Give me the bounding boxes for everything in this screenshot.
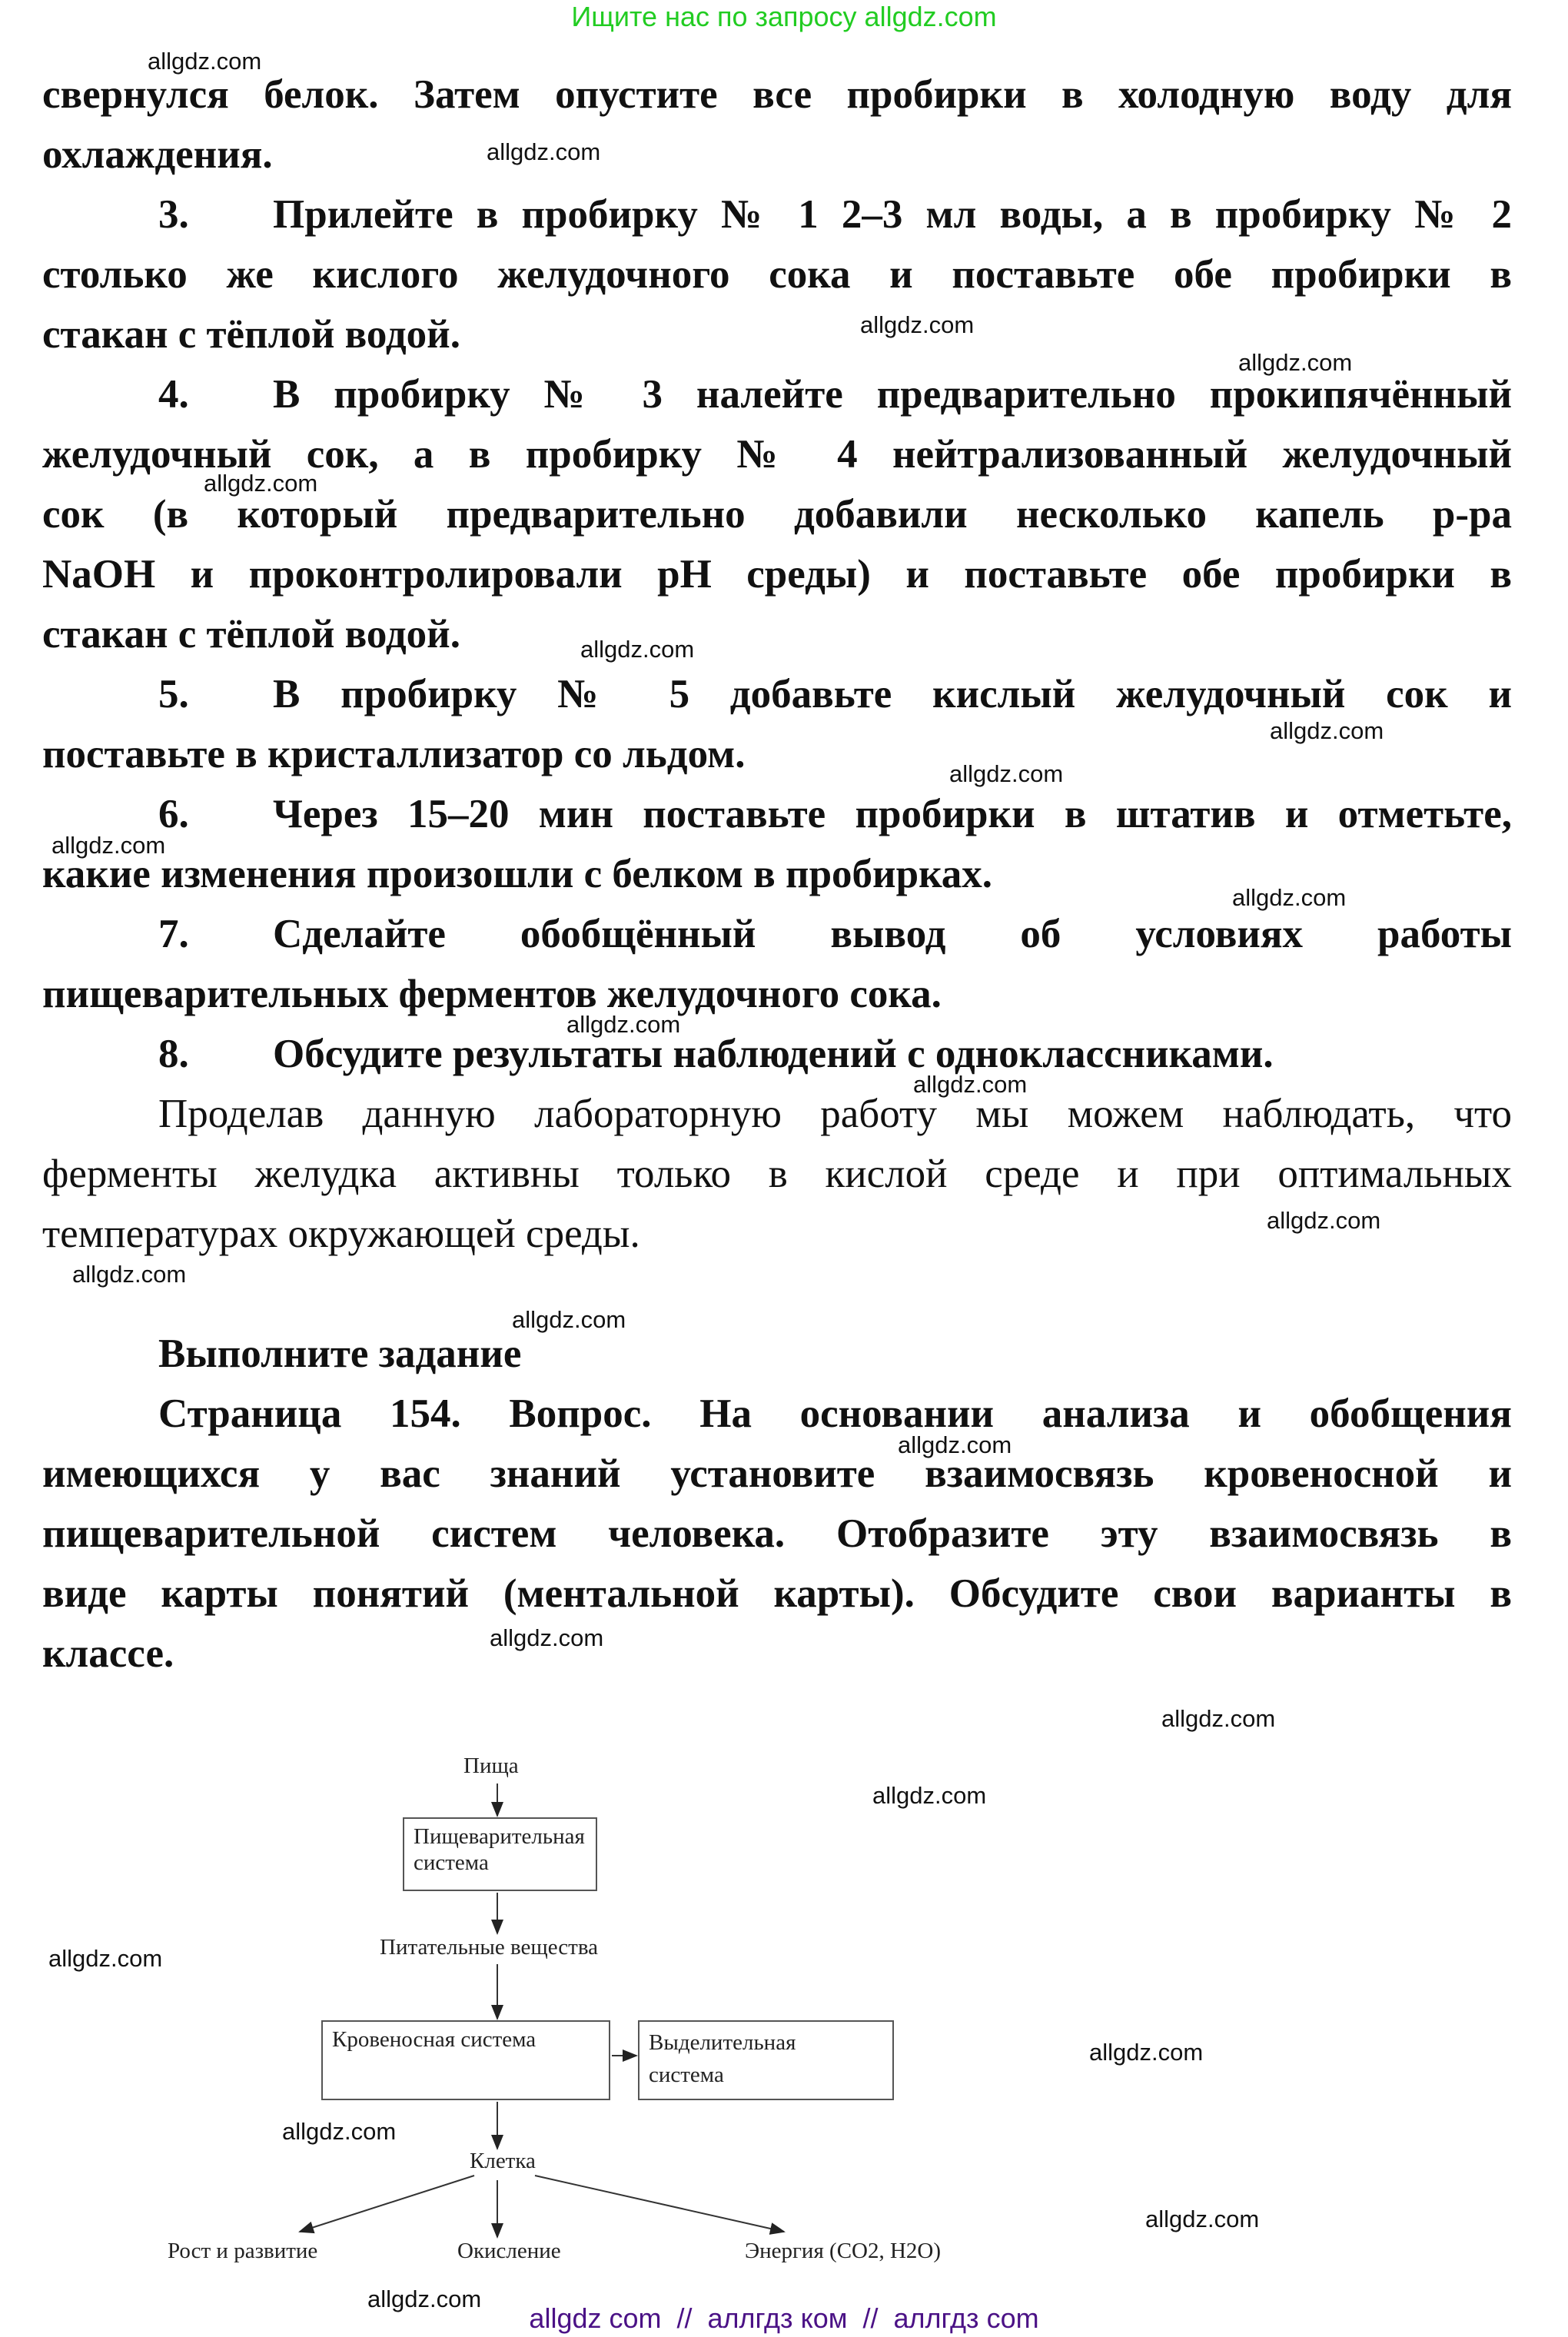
text-line: сок (в который предварительно добавили несколько капель р-ра: [42, 492, 1512, 537]
step-number: 4.: [158, 372, 189, 417]
step-text: Через 15–20 мин поставьте пробирки в штатив и отметьте,: [273, 792, 1512, 836]
watermark: allgdz.com: [1270, 717, 1384, 744]
watermark: allgdz.com: [1238, 349, 1353, 376]
watermark: allgdz.com: [72, 1261, 187, 1288]
node-label: система: [414, 1850, 489, 1875]
node-digestive-system: [403, 1817, 597, 1891]
task-line: имеющихся у вас знаний установите взаимосвязь кровеносной и: [42, 1451, 1512, 1496]
step-text: В пробирку № 5 добавьте кислый желудочный сок и: [273, 672, 1512, 716]
watermark: allgdz.com: [148, 48, 262, 75]
step-text: В пробирку № 3 налейте предварительно прокипячённый: [273, 372, 1512, 417]
watermark: allgdz.com: [1267, 1207, 1381, 1234]
text-line: стакан с тёплой водой.: [42, 312, 460, 357]
watermark: allgdz.com: [580, 636, 695, 663]
watermark: allgdz.com: [872, 1782, 987, 1809]
node-energy: Энергия (CO2, H2O): [745, 2239, 942, 2263]
node-cell: Клетка: [470, 2149, 536, 2173]
conclusion-line: ферменты желудка активны только в кислой среде и при оптимальных: [42, 1152, 1512, 1196]
text-line: желудочный сок, а в пробирку № 4 нейтрализованный желудочный: [42, 432, 1512, 477]
node-oxidation: Окисление: [457, 2239, 561, 2263]
step-number: 3.: [158, 192, 189, 237]
step-text: Сделайте обобщённый вывод об условиях работы: [273, 912, 1512, 956]
watermark: allgdz.com: [1232, 884, 1347, 911]
node-label: система: [649, 2063, 724, 2087]
node-label: Выделительная: [649, 2030, 796, 2055]
text-line: какие изменения произошли с белком в пробирках.: [42, 852, 993, 896]
text-line: охлаждения.: [42, 132, 273, 177]
node-excretory-system: [638, 2020, 894, 2100]
text-line: свернулся белок. Затем опустите все пробирки в холодную воду для: [42, 72, 1512, 117]
text-line: поставьте в кристаллизатор со льдом.: [42, 732, 746, 776]
watermark: allgdz.com: [566, 1011, 681, 1038]
watermark: allgdz.com: [1145, 2206, 1260, 2232]
step-number: 5.: [158, 672, 189, 716]
watermark: allgdz.com: [949, 760, 1064, 787]
conclusion-line: температурах окружающей среды.: [42, 1212, 640, 1256]
task-heading: Выполните задание: [158, 1331, 522, 1376]
watermark: allgdz.com: [204, 470, 318, 497]
task-line: классе.: [42, 1631, 174, 1676]
watermark: allgdz.com: [512, 1306, 626, 1333]
text-line: стакан с тёплой водой.: [42, 612, 460, 657]
node-label: Пищеварительная: [414, 1824, 585, 1849]
step-number: 8.: [158, 1032, 189, 1076]
watermark: allgdz.com: [490, 1624, 604, 1651]
node-nutrients: Питательные вещества: [380, 1935, 599, 1960]
watermark: allgdz.com: [913, 1071, 1028, 1098]
step-number: 7.: [158, 912, 189, 956]
watermark: allgdz.com: [860, 311, 975, 338]
watermark: allgdz.com: [367, 2285, 482, 2312]
watermark: allgdz.com: [487, 138, 601, 165]
step-text: Прилейте в пробирку № 1 2–3 мл воды, а в пробирку № 2: [273, 192, 1512, 237]
arrow-cell-growth: [300, 2176, 474, 2232]
text-line: столько же кислого желудочного сока и поставьте обе пробирки в: [42, 252, 1512, 297]
conclusion-line: Проделав данную лабораторную работу мы можем наблюдать, что: [158, 1092, 1512, 1136]
watermark: allgdz.com: [282, 2118, 397, 2145]
node-food: Пища: [463, 1754, 519, 1778]
search-banner[interactable]: Ищите нас по запросу allgdz.com: [571, 1, 997, 32]
task-line: пищеварительной систем человека. Отобразите эту взаимосвязь в: [42, 1511, 1512, 1556]
text-line: пищеварительных ферментов желудочного сока.: [42, 972, 942, 1016]
watermark: allgdz.com: [898, 1431, 1012, 1458]
step-text: Обсудите результаты наблюдений с одноклассниками.: [273, 1032, 1274, 1076]
watermark: allgdz.com: [48, 1945, 163, 1972]
watermark: allgdz.com: [1089, 2039, 1204, 2066]
watermark: allgdz.com: [51, 832, 166, 859]
task-line: виде карты понятий (ментальной карты). Обсудите свои варианты в: [42, 1571, 1512, 1616]
task-line: Страница 154. Вопрос. На основании анализа и обобщения: [158, 1391, 1512, 1436]
node-label: Кровеносная система: [332, 2027, 537, 2052]
footer-links[interactable]: allgdz com // аллгдз ком // аллгдз com: [529, 2302, 1039, 2334]
text-line: NaOH и проконтролировали pH среды) и поставьте обе пробирки в: [42, 552, 1512, 597]
watermark: allgdz.com: [1161, 1705, 1276, 1732]
arrow-cell-energy: [535, 2176, 784, 2232]
node-circulatory-system: [321, 2020, 610, 2100]
step-number: 6.: [158, 792, 189, 836]
node-growth: Рост и развитие: [168, 2239, 318, 2263]
